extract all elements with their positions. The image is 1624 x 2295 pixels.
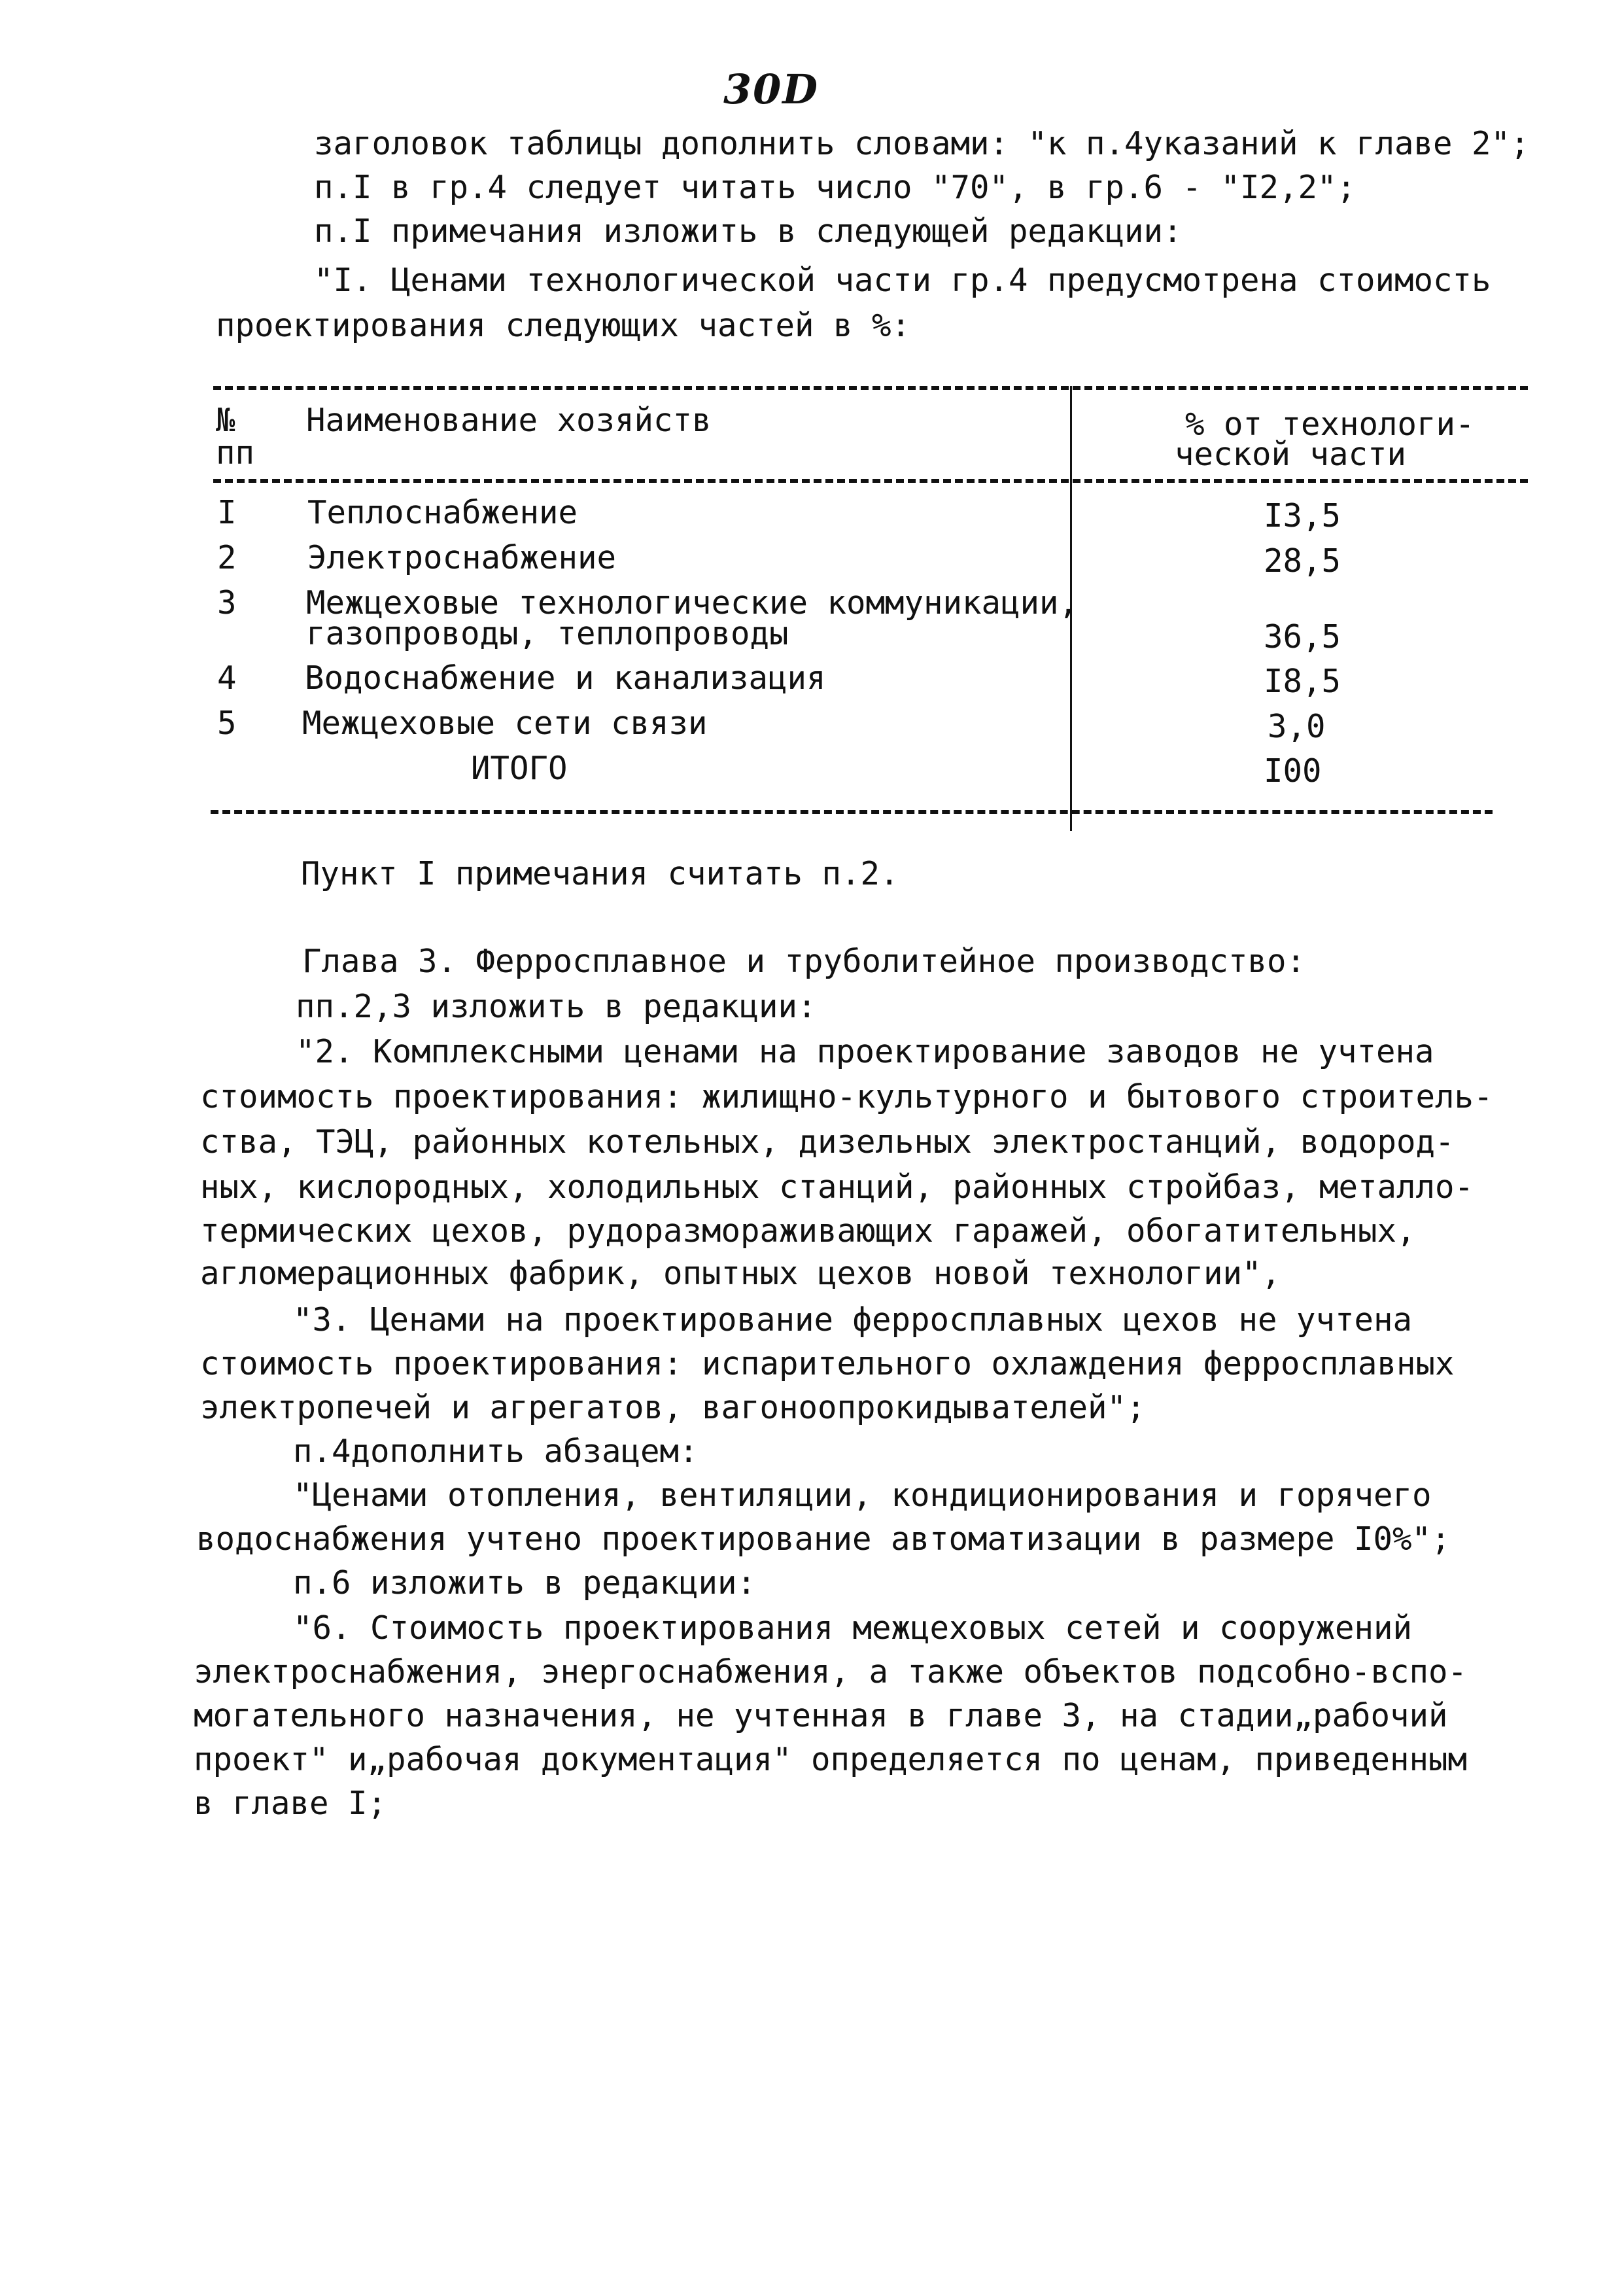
chapter-line-11: электропечей и агрегатов, вагоноопрокидывателей"; xyxy=(200,1389,1146,1426)
chapter-line-7: термических цехов, рудоразмораживающих гаражей, обогатительных, xyxy=(200,1212,1416,1250)
chapter-line-9: "3. Ценами на проектирование ферросплавных цехов не учтена xyxy=(293,1301,1413,1339)
chapter-line-8: агломерационных фабрик, опытных цехов новой технологии", xyxy=(200,1255,1281,1292)
note-renumber: Пункт I примечания считать п.2. xyxy=(301,855,899,892)
chapter-line-2: пп.2,3 изложить в редакции: xyxy=(296,988,817,1025)
chapter-line-12: п.4дополнить абзацем: xyxy=(293,1433,699,1470)
row-number: 5 xyxy=(217,705,237,742)
row-number: 2 xyxy=(217,539,237,576)
row-number: I xyxy=(217,494,237,531)
chapter-line-10: стоимость проектирования: испарительного охлаждения ферросплавных xyxy=(200,1345,1455,1382)
row-value: I8,5 xyxy=(1264,663,1341,700)
page-number: 30D xyxy=(723,65,820,113)
chapter-line-4: стоимость проектирования: жилищно-культурного и бытового строитель- xyxy=(200,1078,1493,1115)
row-value: I3,5 xyxy=(1264,497,1341,534)
chapter-line-20: в главе I; xyxy=(194,1785,387,1822)
row-name: Межцеховые сети связи xyxy=(302,705,708,742)
table-header-rule xyxy=(213,479,1528,483)
chapter-line-6: ных, кислородных, холодильных станций, районных стройбаз, металло- xyxy=(200,1168,1474,1206)
row-name: Теплоснабжение xyxy=(307,494,578,531)
row-name: Межцеховые технологические коммуникации, xyxy=(306,584,1079,622)
row-number: 4 xyxy=(217,659,237,697)
header-percent-sub: ческой части xyxy=(1175,436,1407,473)
row-name: Водоснабжение и канализация xyxy=(305,659,826,697)
row-value: 3,0 xyxy=(1268,708,1326,745)
chapter-line-13: "Ценами отопления, вентиляции, кондиционирования и горячего xyxy=(293,1477,1432,1514)
chapter-line-17: электроснабжения, энергоснабжения, а также объектов подсобно-вспо- xyxy=(194,1653,1468,1691)
header-number: № xyxy=(216,402,235,439)
intro-line-3: п.I примечания изложить в следующей редакции: xyxy=(314,213,1183,250)
intro-line-4: "I. Ценами технологической части гр.4 предусмотрена стоимость xyxy=(314,262,1491,299)
intro-line-2: п.I в гр.4 следует читать число "70", в гр.6 - "I2,2"; xyxy=(314,169,1356,206)
chapter-line-5: ства, ТЭЦ, районных котельных, дизельных электростанций, водород- xyxy=(200,1123,1455,1161)
chapter-line-15: п.6 изложить в редакции: xyxy=(293,1564,757,1602)
total-value: I00 xyxy=(1264,752,1322,790)
chapter-line-3: "2. Комплексными ценами на проектирование заводов не учтена xyxy=(296,1033,1434,1070)
intro-line-1: заголовок таблицы дополнить словами: "к п.4указаний к главе 2"; xyxy=(314,125,1530,162)
chapter-line-16: "6. Стоимость проектирования межцеховых сетей и сооружений xyxy=(293,1609,1413,1647)
row-name-continued: газопроводы, теплопроводы xyxy=(306,615,789,652)
header-number-sub: пп xyxy=(216,434,255,472)
table-bottom-rule xyxy=(211,810,1493,814)
table-top-rule xyxy=(213,386,1528,390)
row-value: 28,5 xyxy=(1264,542,1341,580)
intro-line-5: проектирования следующих частей в %: xyxy=(216,307,911,344)
row-value: 36,5 xyxy=(1264,618,1341,656)
total-label: ИТОГО xyxy=(471,750,568,787)
header-name: Наименование хозяйств xyxy=(306,402,712,439)
chapter-line-1: Глава 3. Ферросплавное и труболитейное производство: xyxy=(302,943,1306,980)
row-number: 3 xyxy=(217,584,237,622)
chapter-line-19: проект" и„рабочая документация" определяется по ценам, приведенным xyxy=(194,1741,1468,1778)
chapter-line-14: водоснабжения учтено проектирование автоматизации в размере I0%"; xyxy=(196,1520,1451,1558)
row-name: Электроснабжение xyxy=(307,539,617,576)
chapter-line-18: могательного назначения, не учтенная в главе 3, на стадии„рабочий xyxy=(194,1697,1448,1734)
header-percent: % от технологи- xyxy=(1185,406,1475,443)
